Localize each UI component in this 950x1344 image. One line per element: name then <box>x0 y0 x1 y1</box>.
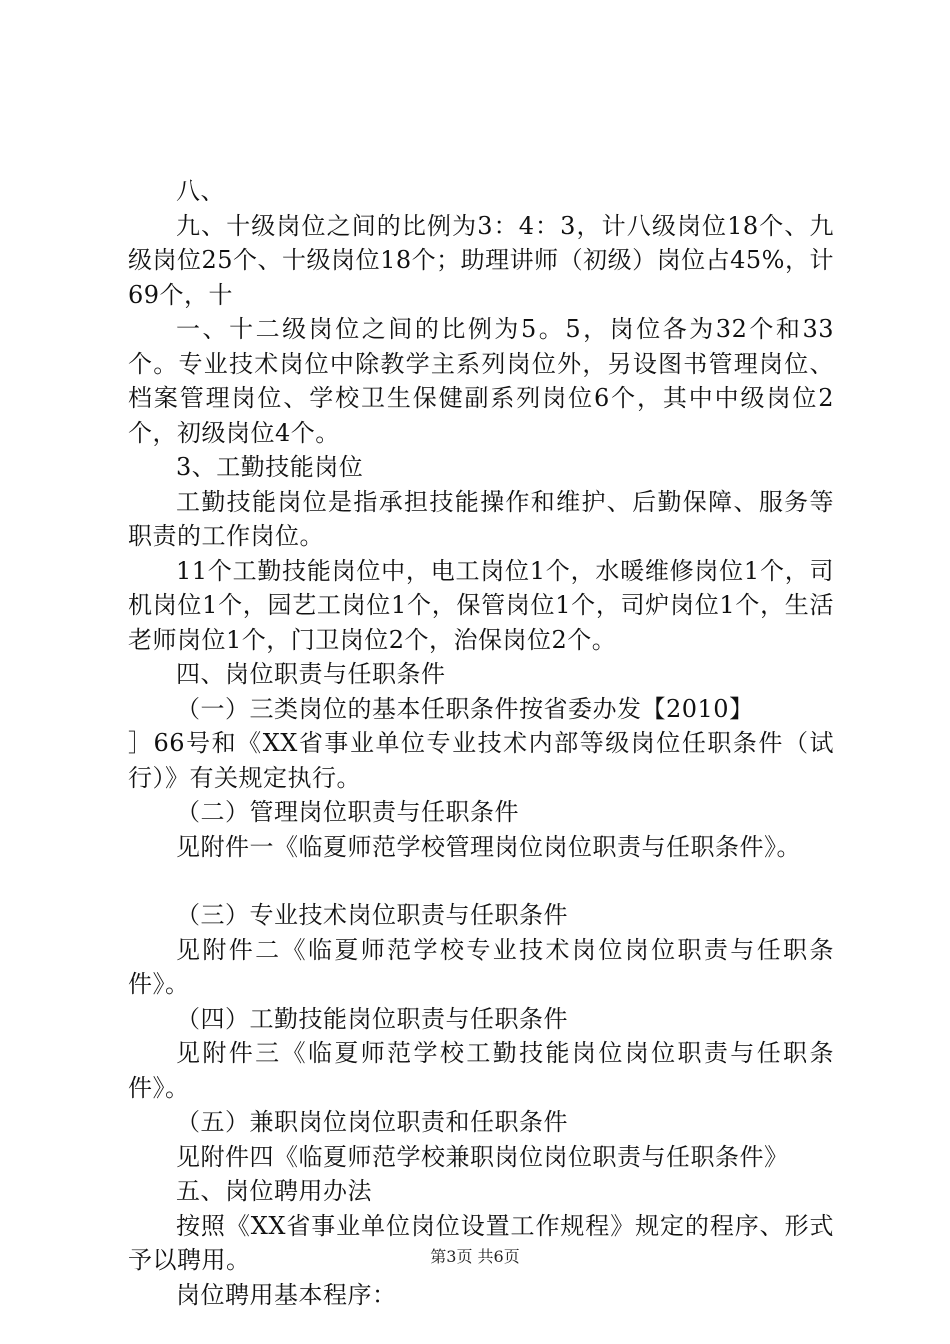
paragraph: 见附件二《临夏师范学校专业技术岗位岗位职责与任职条件》。 <box>128 935 834 998</box>
paragraph: 九、十级岗位之间的比例为3：4：3，计八级岗位18个、九级岗位25个、十级岗位18个；助理讲师（初级）岗位占45%，计69个，十 <box>128 211 834 309</box>
paragraph: 岗位聘用基本程序： <box>176 1280 397 1309</box>
subsection-heading: （五）兼职岗位岗位职责和任职条件 <box>176 1108 568 1136</box>
document-body <box>128 174 834 1312</box>
page-number-footer: 第3页 共6页 <box>430 1247 520 1266</box>
subsection-heading: （二）管理岗位职责与任职条件 <box>176 798 519 826</box>
subsection-heading: （三）专业技术岗位职责与任职条件 <box>176 901 568 929</box>
paragraph: 一、十二级岗位之间的比例为5。5，岗位各为32个和33个。专业技术岗位中除教学主系列岗位外，另设图书管理岗位、档案管理岗位、学校卫生保健副系列岗位6个，其中中级岗位2个，初级岗位4个。 <box>128 315 834 447</box>
paragraph: 见附件三《临夏师范学校工勤技能岗位岗位职责与任职条件》。 <box>128 1039 834 1102</box>
section-heading: 四、岗位职责与任职条件 <box>176 660 446 688</box>
subsection-heading: （四）工勤技能岗位职责与任职条件 <box>176 1004 568 1033</box>
subsection-heading: （一）三类岗位的基本任职条件按省委办发【2010】 <box>176 694 754 723</box>
paragraph: 工勤技能岗位是指承担技能操作和维护、后勤保障、服务等职责的工作岗位。 <box>128 487 834 550</box>
section-heading: 五、岗位聘用办法 <box>176 1177 372 1205</box>
paragraph: 按照《XX省事业单位岗位设置工作规程》规定的程序、形式予以聘用。 <box>128 1211 834 1274</box>
paragraph: 见附件四《临夏师范学校兼职岗位岗位职责与任职条件》 <box>176 1142 789 1171</box>
paragraph: ］66号和《XX省事业单位专业技术内部等级岗位任职条件（试行）》有关规定执行。 <box>128 729 834 792</box>
blank-line <box>128 864 834 898</box>
paragraph: 见附件一《临夏师范学校管理岗位岗位职责与任职条件》。 <box>176 832 801 861</box>
paragraph: 八、 <box>176 177 225 205</box>
section-heading: 3、工勤技能岗位 <box>176 453 364 481</box>
paragraph: 11个工勤技能岗位中，电工岗位1个，水暖维修岗位1个，司机岗位1个，园艺工岗位1个，保管岗位1个，司炉岗位1个，生活老师岗位1个，门卫岗位2个，治保岗位2个。 <box>128 556 834 654</box>
